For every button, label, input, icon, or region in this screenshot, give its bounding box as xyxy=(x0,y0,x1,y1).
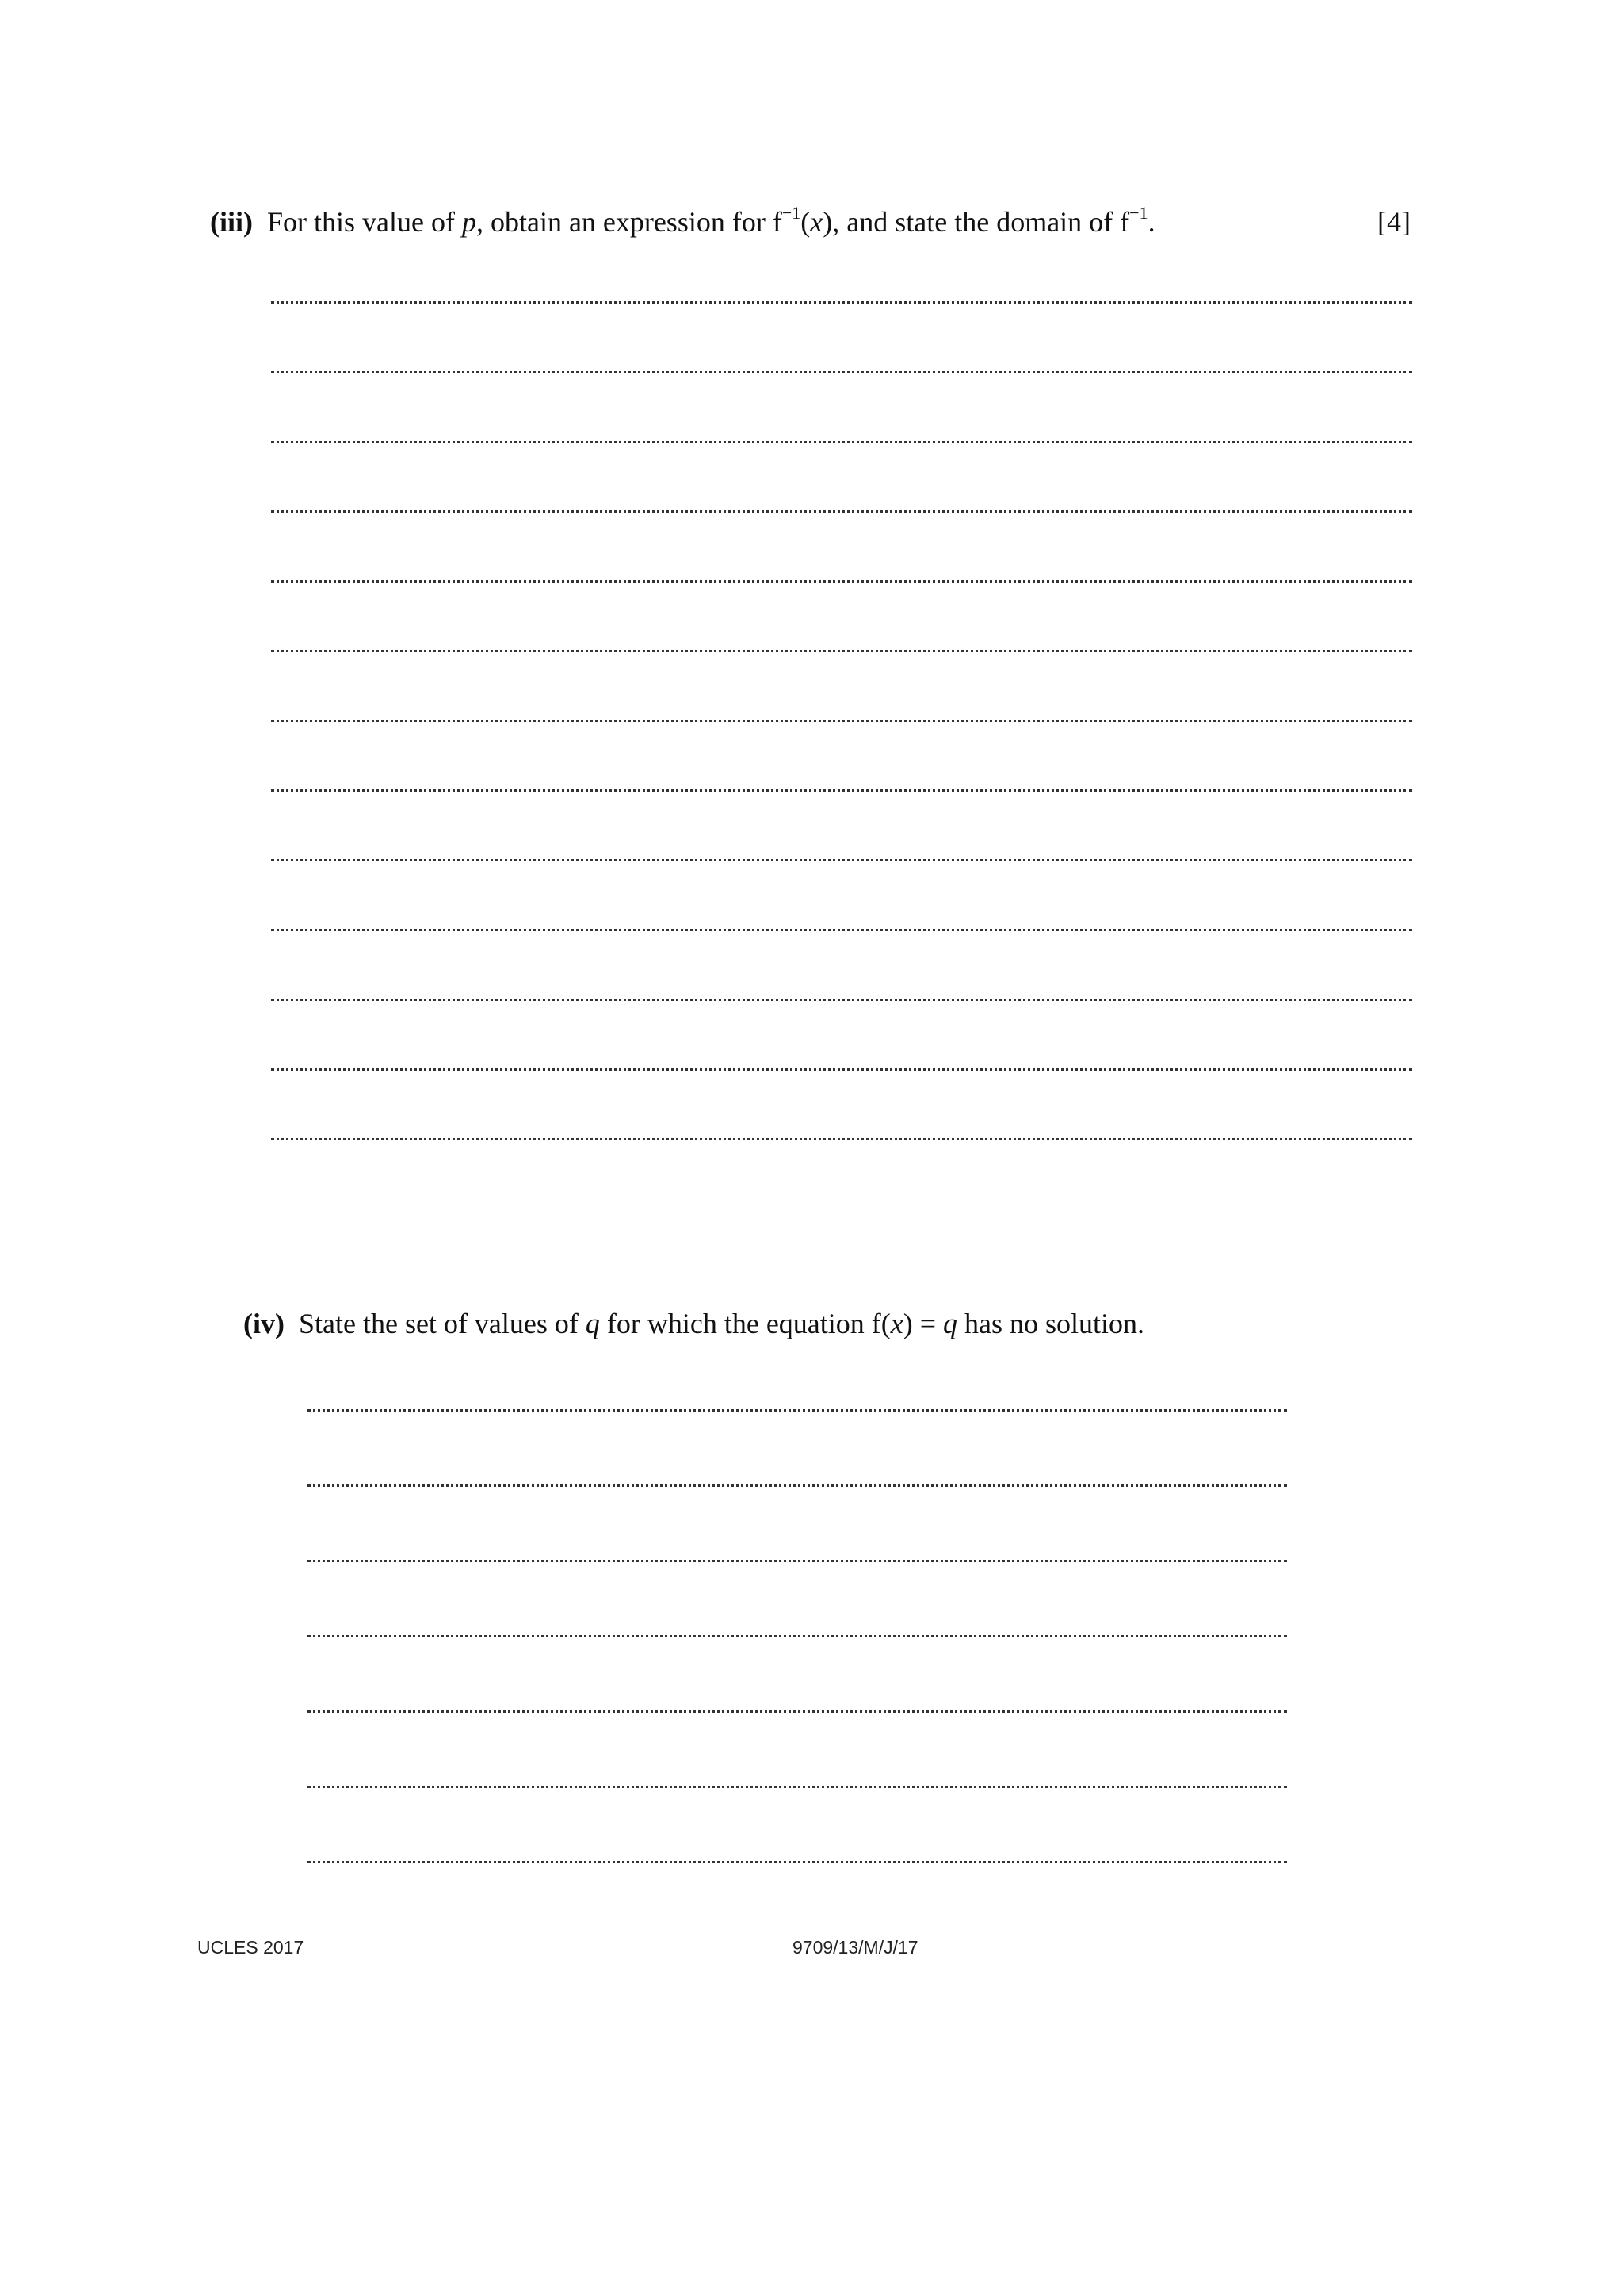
question-iii-marks: [4] xyxy=(1377,206,1411,238)
answer-line[interactable] xyxy=(271,720,1412,722)
answer-line[interactable] xyxy=(271,371,1412,373)
question-iii-number: (iii) xyxy=(210,206,253,238)
answer-line[interactable] xyxy=(271,789,1412,792)
answer-line[interactable] xyxy=(307,1710,1287,1713)
answer-line[interactable] xyxy=(271,1068,1412,1071)
question-iv-text: State the set of values of q for which the equation f(x) = q has no solution. xyxy=(298,1308,1145,1339)
footer-paper-code: 9709/13/M/J/17 xyxy=(792,1937,918,1958)
answer-line[interactable] xyxy=(307,1409,1287,1412)
answer-line[interactable] xyxy=(271,441,1412,443)
answer-line[interactable] xyxy=(307,1635,1287,1637)
question-iii xyxy=(210,204,1155,239)
answer-line[interactable] xyxy=(307,1560,1287,1562)
answer-line[interactable] xyxy=(271,580,1412,583)
footer-copyright: UCLES 2017 xyxy=(197,1937,304,1958)
answer-line[interactable] xyxy=(271,301,1412,304)
answer-line[interactable] xyxy=(307,1786,1287,1788)
question-iv xyxy=(243,1306,1144,1341)
answer-line[interactable] xyxy=(271,650,1412,652)
answer-line[interactable] xyxy=(307,1484,1287,1487)
question-iv-number: (iv) xyxy=(243,1308,285,1339)
answer-line[interactable] xyxy=(271,1138,1412,1140)
answer-line[interactable] xyxy=(271,999,1412,1001)
answer-line[interactable] xyxy=(271,859,1412,861)
question-iii-text: For this value of p, obtain an expression for $f^{-1}(x)$, and state the domain of $f^{-1}$. xyxy=(266,203,1155,238)
answer-line[interactable] xyxy=(307,1861,1287,1863)
answer-line[interactable] xyxy=(271,929,1412,931)
answer-line[interactable] xyxy=(271,510,1412,513)
